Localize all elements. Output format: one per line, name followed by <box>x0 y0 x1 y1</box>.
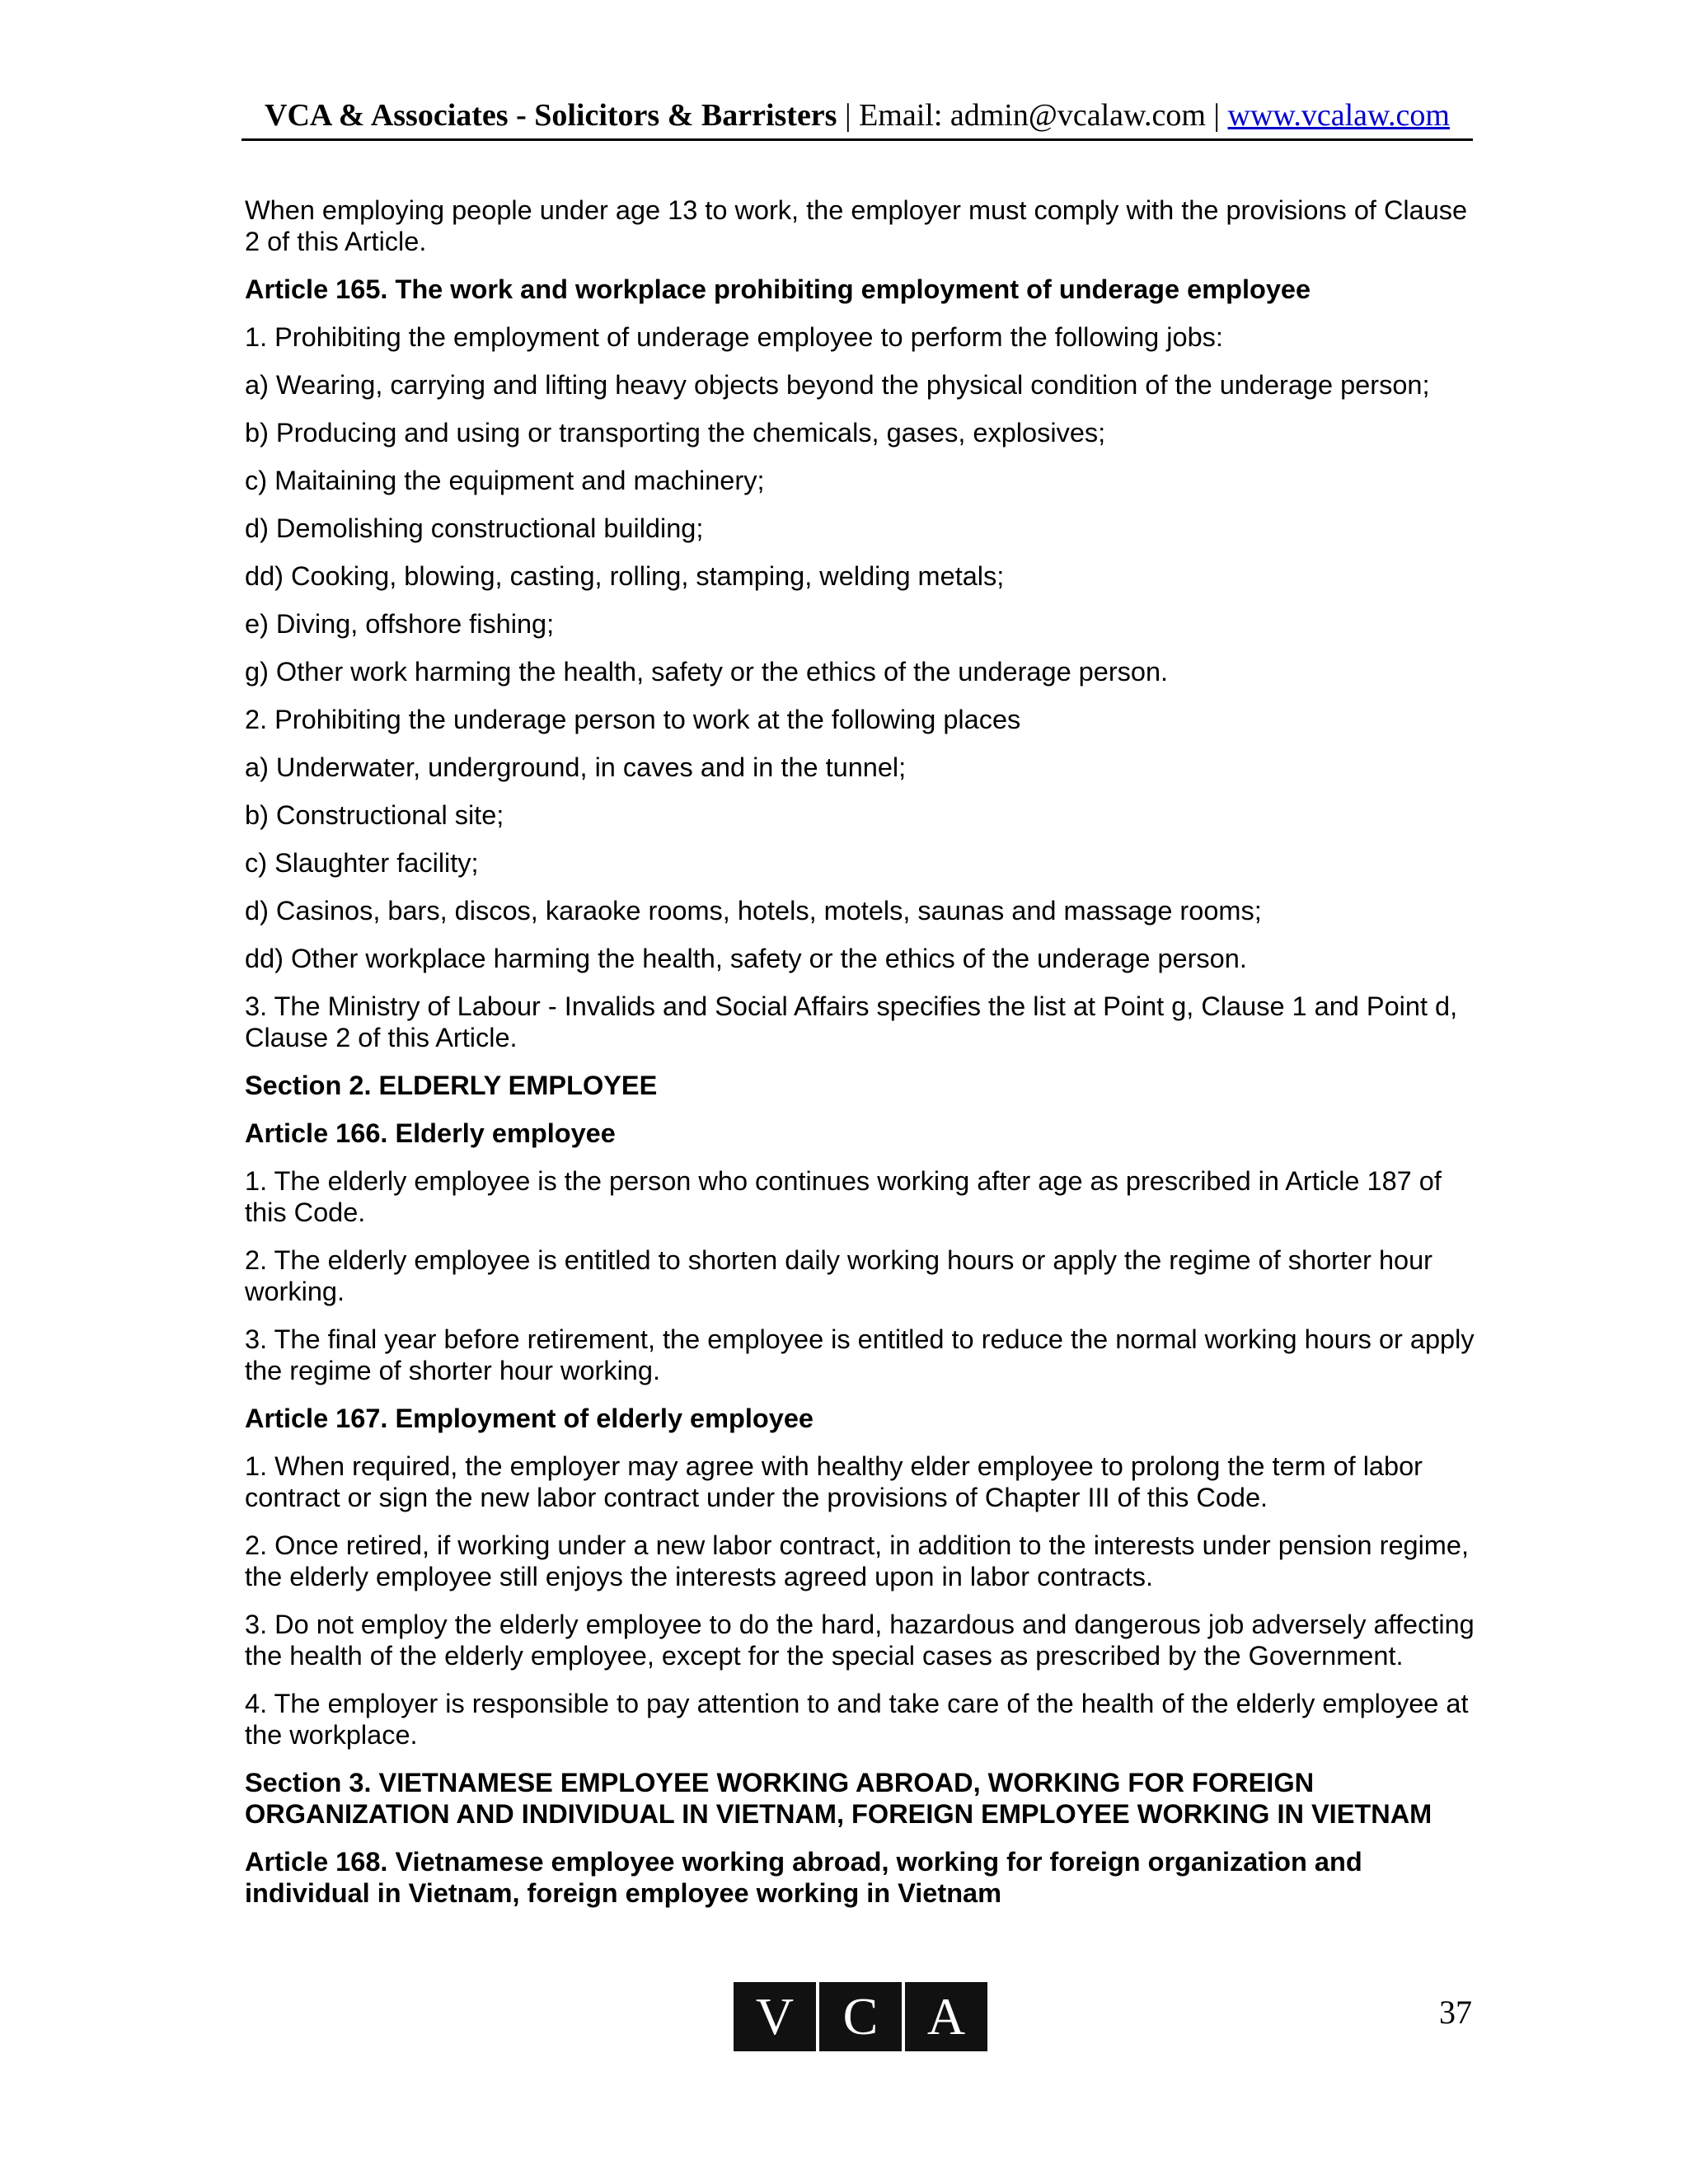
heading: Section 3. VIETNAMESE EMPLOYEE WORKING ABROAD, WORKING FOR FOREIGN ORGANIZATION AND INDIVIDUAL IN VIETNAM, FOREIGN EMPLOYEE WORKING IN VIETNAM <box>245 1768 1432 1829</box>
header-email: Email: admin@vcalaw.com <box>859 98 1206 133</box>
header-separator: | <box>1205 98 1228 133</box>
paragraph: 4. The employer is responsible to pay attention to and take care of the health of the elderly employee at the workplace. <box>245 1689 1469 1750</box>
paragraph: c) Maitaining the equipment and machinery; <box>245 466 765 495</box>
paragraph: e) Diving, offshore fishing; <box>245 609 555 639</box>
paragraph: a) Underwater, underground, in caves and in the tunnel; <box>245 752 907 782</box>
paragraph: 1. The elderly employee is the person who continues working after age as prescribed in Article 187 of this Code. <box>245 1166 1442 1227</box>
document-body <box>245 194 1481 1925</box>
paragraph: dd) Other workplace harming the health, safety or the ethics of the underage person. <box>245 944 1247 973</box>
paragraph: dd) Cooking, blowing, casting, rolling, stamping, welding metals; <box>245 561 1005 591</box>
page-header <box>241 92 1473 141</box>
paragraph: 1. When required, the employer may agree with healthy elder employee to prolong the term of labor contract or sign the new labor contract under the provisions of Chapter III of this Code. <box>245 1451 1423 1512</box>
paragraph: 2. Once retired, if working under a new labor contract, in addition to the interests under pension regime, the elderly employee still enjoys the interests agreed upon in labor contracts. <box>245 1530 1469 1591</box>
firm-name: VCA & Associates - Solicitors & Barristers <box>265 98 837 133</box>
paragraph: 3. The Ministry of Labour - Invalids and Social Affairs specifies the list at Point g, Clause 1 and Point d, Clause 2 of this Article. <box>245 991 1458 1052</box>
paragraph: a) Wearing, carrying and lifting heavy objects beyond the physical condition of the underage person; <box>245 370 1430 400</box>
paragraph: When employing people under age 13 to work, the employer must comply with the provisions of Clause 2 of this Article. <box>245 195 1468 256</box>
paragraph: b) Producing and using or transporting the chemicals, gases, explosives; <box>245 418 1106 448</box>
paragraph: g) Other work harming the health, safety or the ethics of the underage person. <box>245 657 1169 687</box>
heading: Article 168. Vietnamese employee working abroad, working for foreign organization and individual in Vietnam, foreign employee working in Vietnam <box>245 1847 1362 1908</box>
website-link[interactable]: www.vcalaw.com <box>1227 98 1450 133</box>
paragraph: b) Constructional site; <box>245 800 504 830</box>
heading: Section 2. ELDERLY EMPLOYEE <box>245 1071 658 1100</box>
paragraph: d) Casinos, bars, discos, karaoke rooms, hotels, motels, saunas and massage rooms; <box>245 896 1262 926</box>
logo-letter-v: V <box>734 1982 816 2051</box>
logo-letter-c: C <box>819 1982 902 2051</box>
paragraph: 3. Do not employ the elderly employee to do the hard, hazardous and dangerous job adversely affecting the health of the elderly employee, except for the special cases as prescribed by the Government. <box>245 1610 1475 1671</box>
page-number: 37 <box>1439 1994 1472 2031</box>
heading: Article 165. The work and workplace prohibiting employment of underage employee <box>245 274 1311 304</box>
paragraph: 2. The elderly employee is entitled to shorten daily working hours or apply the regime of shorter hour working. <box>245 1245 1432 1306</box>
header-separator: | <box>837 98 860 133</box>
heading: Article 166. Elderly employee <box>245 1118 616 1148</box>
heading: Article 167. Employment of elderly employee <box>245 1404 814 1433</box>
vca-logo <box>734 1982 987 2051</box>
paragraph: 2. Prohibiting the underage person to work at the following places <box>245 705 1021 734</box>
paragraph: c) Slaughter facility; <box>245 848 479 878</box>
paragraph: d) Demolishing constructional building; <box>245 513 704 543</box>
logo-letter-a: A <box>905 1982 987 2051</box>
paragraph: 3. The final year before retirement, the employee is entitled to reduce the normal working hours or apply the regime of shorter hour working. <box>245 1324 1475 1385</box>
paragraph: 1. Prohibiting the employment of underage employee to perform the following jobs: <box>245 322 1223 352</box>
